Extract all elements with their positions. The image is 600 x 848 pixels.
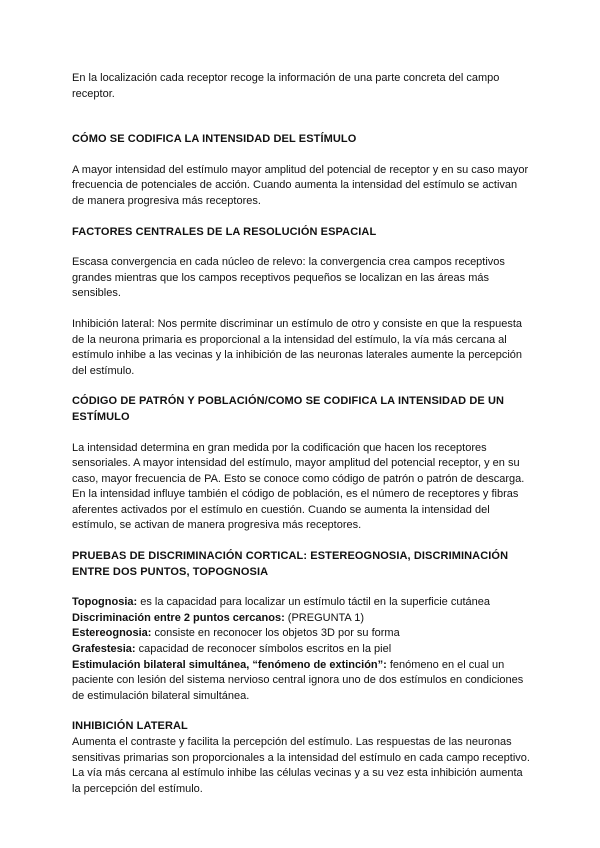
definition-item bbox=[72, 642, 532, 658]
definition-term: Discriminación entre 2 puntos cercanos: bbox=[72, 611, 285, 624]
paragraph-codifica-intensidad: A mayor intensidad del estímulo mayor amplitud del potencial de receptor y en su caso mayor frecuencia de potenciales de acción. Cuando aumenta la intensidad del estímulo se activan de manera progresiva más receptores. bbox=[72, 163, 529, 207]
definition-term: Topognosia: bbox=[72, 596, 138, 609]
definition-text: (PREGUNTA 1) bbox=[284, 611, 364, 624]
definitions-list bbox=[72, 595, 532, 704]
definition-item bbox=[72, 611, 532, 627]
intro-paragraph: En la localización cada receptor recoge la información de una parte concreta del campo receptor. bbox=[72, 72, 500, 100]
paragraph-codigo-poblacion: En la intensidad influye también el código de población, es el número de receptores y fibras aferentes activados por el estímulo en cuestión. Cuando se aumenta la intensidad del estímulo, se activan de manera progresiva más receptores. bbox=[72, 488, 519, 532]
definition-text: capacidad de reconocer símbolos escritos en la piel bbox=[135, 643, 392, 656]
paragraph-inhibicion-lateral: Aumenta el contraste y facilita la percepción del estímulo. Las respuestas de las neuronas sensitivas primarias son proporcionales a la intensidad del estímulo en cada campo receptivo. La vía más cercana al estímulo inhibe las células vecinas y a su vez esta inhibición aumenta la percepción del estímulo. bbox=[72, 736, 530, 795]
definition-term: Grafestesia: bbox=[72, 643, 136, 656]
definition-text: fenómeno en el cual un paciente con lesión del sistema nervioso central ignora uno de dos estímulos en condiciones de estimulación bilateral simultánea. bbox=[72, 658, 524, 702]
paragraph-escasa-convergencia: Escasa convergencia en cada núcleo de relevo: la convergencia crea campos receptivos grandes mientras que los campos receptivos pequeños se localizan en las áreas más sensibles. bbox=[72, 256, 505, 300]
definition-text: consiste en reconocer los objetos 3D por su forma bbox=[151, 627, 400, 640]
heading-inhibicion-lateral: INHIBICIÓN LATERAL bbox=[72, 720, 188, 733]
heading-codigo-patron: CÓDIGO DE PATRÓN Y POBLACIÓN/COMO SE CODIFICA LA INTENSIDAD DE UN ESTÍMULO bbox=[72, 395, 505, 423]
heading-codifica-intensidad: CÓMO SE CODIFICA LA INTENSIDAD DEL ESTÍMULO bbox=[72, 133, 357, 146]
definition-text: es la capacidad para localizar un estímulo táctil en la superficie cutánea bbox=[137, 596, 490, 609]
document-page bbox=[72, 71, 532, 797]
definition-item bbox=[72, 658, 532, 705]
heading-factores-centrales: FACTORES CENTRALES DE LA RESOLUCIÓN ESPACIAL bbox=[72, 225, 377, 238]
definition-item bbox=[72, 626, 532, 642]
definition-term: Estimulación bilateral simultánea, “fenómeno de extinción”: bbox=[72, 658, 387, 671]
heading-pruebas-discriminacion: PRUEBAS DE DISCRIMINACIÓN CORTICAL: ESTEREOGNOSIA, DISCRIMINACIÓN ENTRE DOS PUNTOS, TOPOGNOSIA bbox=[72, 550, 509, 578]
definition-term: Estereognosia: bbox=[72, 627, 152, 640]
paragraph-inhibicion-lateral-def: Inhibición lateral: Nos permite discriminar un estímulo de otro y consiste en que la respuesta de la neurona primaria es proporcional a la intensidad del estímulo, la vía más cercana al estímulo inhibe a las vecinas y la inhibición de las neuronas laterales aumente la percepción del estímulo. bbox=[72, 317, 523, 377]
paragraph-codigo-patron: La intensidad determina en gran medida por la codificación que hacen los receptores sensoriales. A mayor intensidad del estímulo, mayor amplitud del potencial receptor, y en su caso, mayor frecuencia de PA. Esto se conoce como código de patrón o patrón de descarga. bbox=[72, 441, 525, 485]
definition-item bbox=[72, 595, 532, 611]
